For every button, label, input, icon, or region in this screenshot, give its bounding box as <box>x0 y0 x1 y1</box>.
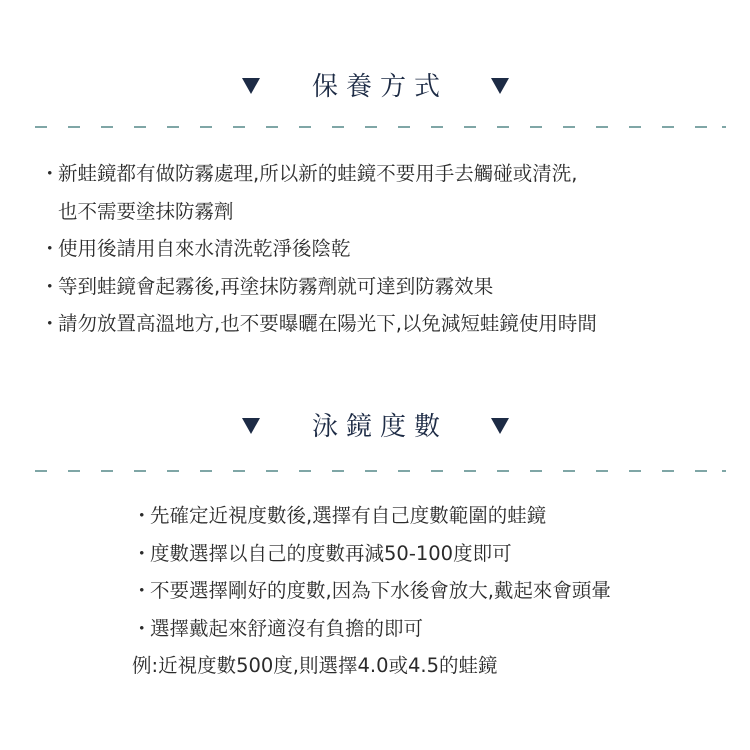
bullet-dot: ・ <box>132 579 152 602</box>
bullet-dot: ・ <box>132 616 152 640</box>
list-item-text: 請勿放置高溫地方,也不要曝曬在陽光下,以免減短蛙鏡使用時間 <box>58 312 597 335</box>
care-section-header <box>0 72 750 112</box>
bullet-dot: ・ <box>132 541 152 565</box>
list-item <box>40 305 597 343</box>
list-item-text: 不要選擇剛好的度數,因為下水後會放大,戴起來會頭暈 <box>150 579 611 602</box>
bullet-dot: ・ <box>40 312 60 335</box>
bullet-dot: ・ <box>40 237 60 260</box>
bullet-dot: ・ <box>132 504 152 527</box>
bullet-dot: ・ <box>40 274 60 298</box>
list-item-text-continued: 也不需要塗抹防霧劑 <box>58 199 234 223</box>
list-item-text: 先確定近視度數後,選擇有自己度數範圍的蛙鏡 <box>150 504 547 527</box>
bullet-dot: ・ <box>40 162 60 185</box>
prescription-list <box>132 497 611 685</box>
down-triangle-icon <box>242 78 260 94</box>
list-item <box>40 155 597 230</box>
example-note <box>132 647 611 685</box>
list-item <box>40 230 597 268</box>
list-item-text: 新蛙鏡都有做防霧處理,所以新的蛙鏡不要用手去觸碰或清洗, <box>58 162 578 185</box>
list-item-text: 使用後請用自來水清洗乾淨後陰乾 <box>58 237 351 260</box>
down-triangle-icon <box>491 418 509 434</box>
care-list <box>40 155 597 343</box>
list-item-text: 選擇戴起來舒適沒有負擔的即可 <box>150 616 424 640</box>
list-item <box>40 268 597 306</box>
list-item <box>132 610 611 648</box>
down-triangle-icon <box>491 78 509 94</box>
prescription-section-title: 泳鏡度數 <box>312 412 449 442</box>
down-triangle-icon <box>242 418 260 434</box>
list-item-text: 度數選擇以自己的度數再減50-100度即可 <box>150 541 512 565</box>
list-item <box>132 572 611 610</box>
example-text: 例:近視度數500度,則選擇4.0或4.5的蛙鏡 <box>132 654 498 677</box>
list-item <box>132 497 611 535</box>
list-item <box>132 535 611 573</box>
care-section-title: 保養方式 <box>312 72 449 102</box>
prescription-section-header <box>0 412 750 452</box>
prescription-divider <box>35 470 716 472</box>
care-divider <box>35 126 716 128</box>
list-item-text: 等到蛙鏡會起霧後,再塗抹防霧劑就可達到防霧效果 <box>58 274 494 298</box>
